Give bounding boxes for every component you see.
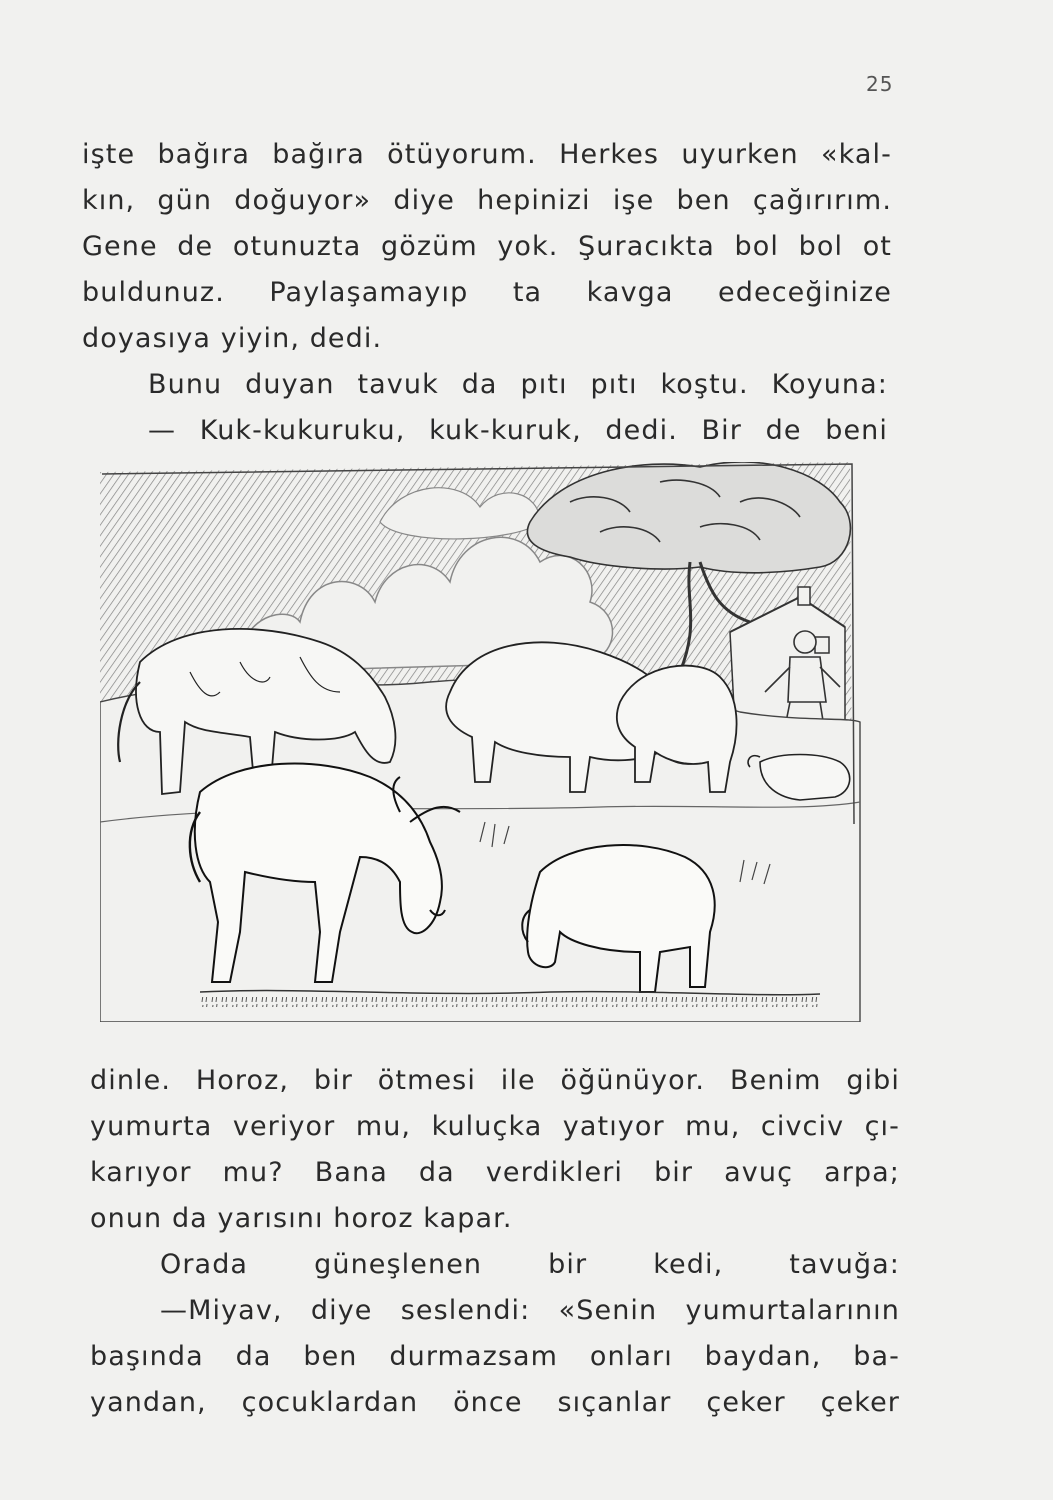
text-line: dinle. Horoz, bir ötmesi ile öğünüyor. Benim gibi (90, 1065, 900, 1096)
text-line: yandan, çocuklardan önce sıçanlar çeker çeker (90, 1387, 900, 1418)
text-line: onun da yarısını horoz kapar. (90, 1203, 513, 1234)
text-line: — Kuk-kukuruku, kuk-kuruk, dedi. Bir de beni (148, 415, 888, 446)
text-line: Orada güneşlenen bir kedi, tavuğa: (160, 1249, 900, 1280)
text-line: işte bağıra bağıra ötüyorum. Herkes uyurken «kal- (82, 139, 892, 170)
text-line: —Miyav, diye seslendi: «Senin yumurtalarının (160, 1295, 900, 1326)
text-line: başında da ben durmazsam onları baydan, ba- (90, 1341, 900, 1372)
text-line: buldunuz. Paylaşamayıp ta kavga edeceğinize (82, 277, 892, 308)
grass (200, 997, 820, 1007)
text-line: doyasıya yiyin, dedi. (82, 323, 383, 354)
text-line: kın, gün doğuyor» diye hepinizi işe ben çağırırım. (82, 185, 892, 216)
text-line: Gene de otunuzta gözüm yok. Şuracıkta bol bol ot (82, 231, 892, 262)
farm-animals-illustration (100, 462, 870, 1022)
text-line: yumurta veriyor mu, kuluçka yatıyor mu, civciv çı- (90, 1111, 900, 1142)
text-line: karıyor mu? Bana da verdikleri bir avuç arpa; (90, 1157, 900, 1188)
page-number: 25 (866, 72, 894, 96)
text-line: Bunu duyan tavuk da pıtı pıtı koştu. Koyuna: (148, 369, 888, 400)
